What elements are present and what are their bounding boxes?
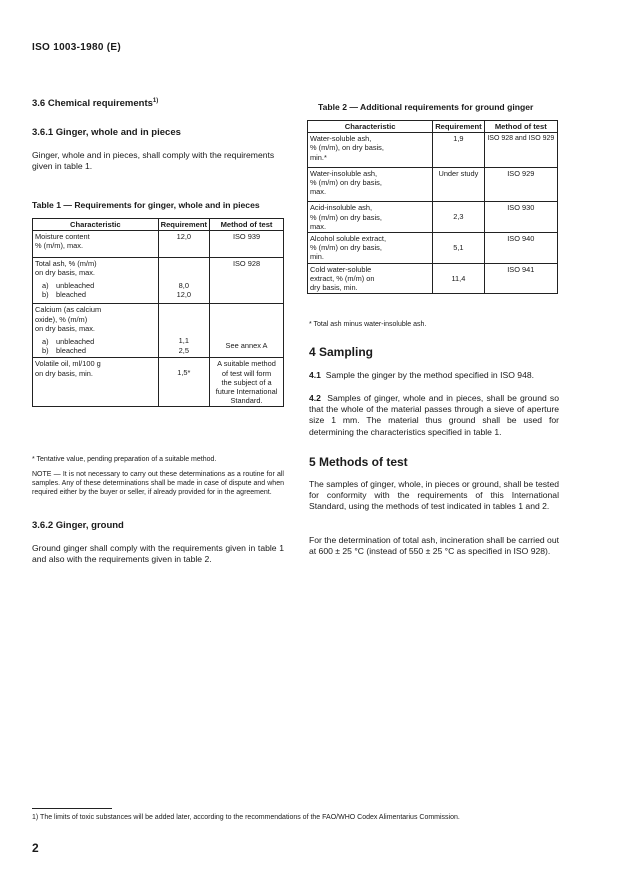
table2 xyxy=(307,120,558,294)
cell-text: Water-insoluble ash, xyxy=(310,168,378,178)
footnote-mark: 1) xyxy=(152,98,159,104)
cell-method: ISO 928 and ISO 929 xyxy=(484,133,557,168)
cell-method: See annex A xyxy=(225,341,268,351)
cell-text: on dry basis, max. xyxy=(35,323,95,333)
cell-text: min. xyxy=(310,252,324,262)
table-row xyxy=(33,257,284,304)
cell-text: Volatile oil, ml/100 g xyxy=(35,359,101,369)
section-3-6-title: 3.6 Chemical requirements xyxy=(32,98,153,110)
table1-header-method: Method of test xyxy=(210,219,284,231)
cell-value: 1,1 xyxy=(178,336,189,346)
cell-text: oxide), % (m/m) xyxy=(35,314,88,324)
item-text: unbleached xyxy=(56,281,95,291)
item-text: unbleached xyxy=(56,337,95,347)
item-label: a) xyxy=(42,281,49,291)
cell-text: min.* xyxy=(310,152,327,162)
cell-value: 8,0 xyxy=(178,280,189,290)
para-number: 4.1 xyxy=(309,370,321,380)
table-row xyxy=(308,167,558,202)
cell-text: max. xyxy=(310,221,327,231)
section-5-heading: 5 Methods of test xyxy=(309,455,408,469)
table-row xyxy=(308,233,558,264)
cell-method: ISO 939 xyxy=(210,231,284,257)
cell-text: dry basis, min. xyxy=(310,283,358,293)
cell-text: % (m/m), on dry basis, xyxy=(310,143,384,153)
table-row xyxy=(308,133,558,168)
item-text: bleached xyxy=(56,346,86,356)
table-row xyxy=(33,358,284,407)
cell-text: Acid-insoluble ash, xyxy=(310,203,373,213)
para-text: Sample the ginger by the method specified in ISO 948. xyxy=(325,370,535,380)
footnote-rule xyxy=(32,808,112,809)
section-3-6-2-body: Ground ginger shall comply with the requirements given in table 1 and also with the requirements given in table 2. xyxy=(32,543,284,565)
page-footnote: 1) The limits of toxic substances will be added later, according to the recommendations of the FAO/WHO Codex Alimentarius Commission. xyxy=(32,814,460,821)
section-4-2 xyxy=(309,393,559,438)
cell-method: ISO 929 xyxy=(484,167,557,202)
cell-value: 2,3 xyxy=(453,212,464,222)
cell-value: 2,5 xyxy=(178,345,189,355)
section-5-p1: The samples of ginger, whole, in pieces or ground, shall be tested for conformity with the requirements of this International Standard, using the methods of test indicated in tables 1 and 2. xyxy=(309,479,559,512)
item-label: a) xyxy=(42,337,49,347)
cell-text: % (m/m), max. xyxy=(35,241,84,251)
item-text: bleached xyxy=(56,290,86,300)
table2-header-requirement: Requirement xyxy=(433,121,484,133)
cell-value: 1,9 xyxy=(433,133,484,168)
table1-header-characteristic: Characteristic xyxy=(33,219,159,231)
section-3-6-1-body: Ginger, whole and in pieces, shall comply with the requirements given in table 1. xyxy=(32,150,275,172)
cell-method: ISO 928 xyxy=(210,257,284,304)
cell-text: Calcium (as calcium xyxy=(35,305,102,315)
section-3-6-1-heading: 3.6.1 Ginger, whole and in pieces xyxy=(32,127,181,138)
section-4-heading: 4 Sampling xyxy=(309,345,374,359)
cell-text: % (m/m) on dry basis, xyxy=(310,212,382,222)
para-number: 4.2 xyxy=(309,393,321,403)
cell-text: on dry basis, min. xyxy=(35,368,93,378)
page-number: 2 xyxy=(32,841,39,855)
table2-footnote: * Total ash minus water-insoluble ash. xyxy=(309,321,427,328)
list-item xyxy=(35,346,156,355)
cell-text: Cold water-soluble xyxy=(310,264,372,274)
list-item xyxy=(35,337,156,346)
cell-text: Water-soluble ash, xyxy=(310,134,372,144)
cell-text: Alcohol soluble extract, xyxy=(310,234,386,244)
section-3-6-2-heading: 3.6.2 Ginger, ground xyxy=(32,520,124,531)
cell-method: of test will form xyxy=(221,368,272,378)
table1-note: NOTE — It is not necessary to carry out these determinations as a routine for all samples. Any of these determinations shall be made in case of dispute and when required either by the buyer or seller, if already provided for in the agreement. xyxy=(32,471,284,496)
item-label: b) xyxy=(42,290,49,300)
table1 xyxy=(32,218,284,407)
list-item xyxy=(35,290,156,299)
cell-method: the subject of a xyxy=(221,377,272,387)
cell-text: Moisture content xyxy=(35,232,90,242)
cell-value: 12,0 xyxy=(176,289,191,299)
cell-value: 1,5* xyxy=(177,368,191,378)
table2-header-method: Method of test xyxy=(484,121,557,133)
cell-text: Total ash, % (m/m) xyxy=(35,258,97,268)
cell-method: ISO 940 xyxy=(484,233,557,264)
cell-value: Under study xyxy=(433,167,484,202)
table1-footnote: * Tentative value, pending preparation of a suitable method. xyxy=(32,456,217,463)
para-text: Samples of ginger, whole and in pieces, shall be ground so that the whole of the material passes through a sieve of aperture size 1 mm. The material thus ground shall be used for determining the characteristics specified in table 1. xyxy=(309,393,559,437)
item-label: b) xyxy=(42,346,49,356)
cell-method: ISO 941 xyxy=(484,263,557,294)
table1-header-requirement: Requirement xyxy=(158,219,209,231)
cell-value: 12,0 xyxy=(158,231,209,257)
table2-header-characteristic: Characteristic xyxy=(308,121,433,133)
cell-method: Standard. xyxy=(230,396,263,406)
cell-method: ISO 930 xyxy=(484,202,557,233)
cell-text: % (m/m) on dry basis, xyxy=(310,178,382,188)
section-4-1 xyxy=(309,370,559,381)
cell-text: on dry basis, max. xyxy=(35,267,95,277)
list-item xyxy=(35,281,156,290)
table-row xyxy=(33,304,284,358)
cell-text: % (m/m) on dry basis, xyxy=(310,243,382,253)
table-row xyxy=(308,202,558,233)
cell-value: 11,4 xyxy=(451,273,466,283)
section-3-6-heading xyxy=(32,98,158,109)
cell-method: A suitable method xyxy=(217,359,276,369)
table-row xyxy=(308,263,558,294)
document-id: ISO 1003-1980 (E) xyxy=(32,42,122,53)
cell-value: 5,1 xyxy=(453,243,464,253)
section-5-p2: For the determination of total ash, incineration shall be carried out at 600 ± 25 °C (instead of 550 ± 25 °C as specified in ISO 928). xyxy=(309,535,559,557)
table-row xyxy=(33,231,284,257)
cell-text: extract, % (m/m) on xyxy=(310,273,375,283)
cell-method: future International xyxy=(215,387,278,397)
table1-caption: Table 1 — Requirements for ginger, whole and in pieces xyxy=(32,200,260,210)
table2-caption: Table 2 — Additional requirements for ground ginger xyxy=(318,102,534,112)
cell-text: max. xyxy=(310,187,327,197)
